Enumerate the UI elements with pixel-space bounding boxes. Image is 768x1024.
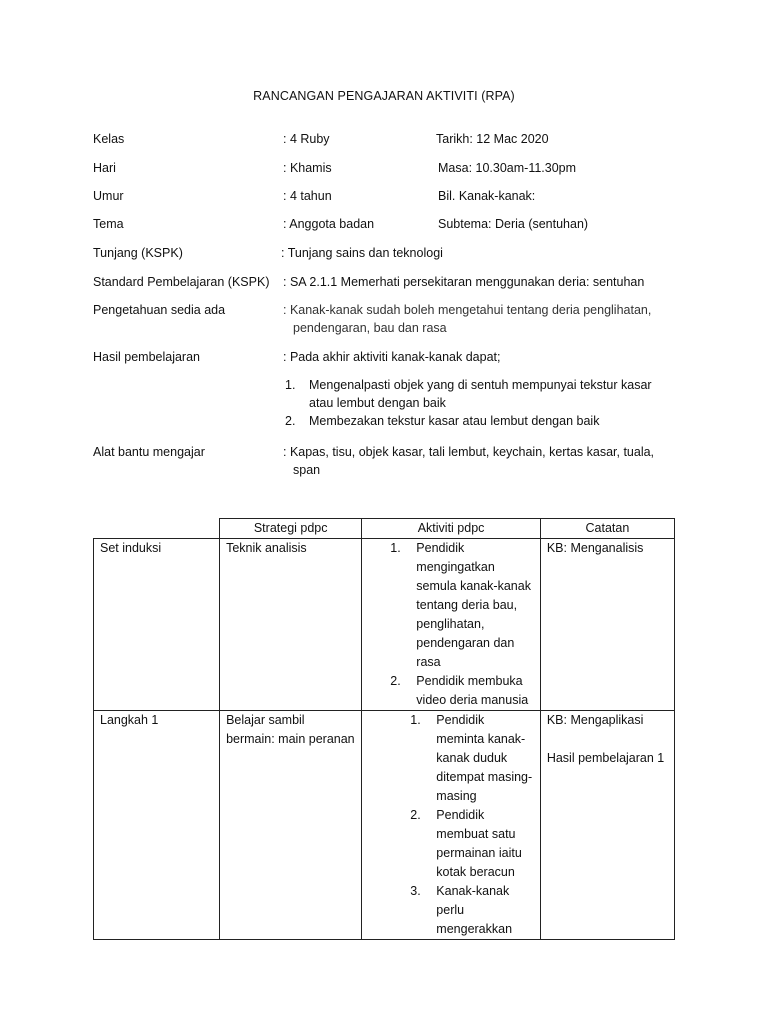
notes-text: KB: Mengaplikasi <box>546 713 644 727</box>
field-value: : Khamis <box>283 161 332 175</box>
list-text: Pendidik meminta kanak-kanak duduk ditempat masing-masing <box>436 713 533 803</box>
list-item <box>410 882 534 939</box>
list-number: 1. <box>410 713 421 727</box>
outcome-item <box>285 376 685 412</box>
list-item <box>410 806 534 882</box>
field-value-continued: pendengaran, bau dan rasa <box>293 321 447 335</box>
field-label: Tunjang (KSPK) <box>93 246 183 260</box>
activity-list <box>410 711 534 939</box>
outcome-item <box>285 412 685 430</box>
notes-text: KB: Menganalisis <box>546 541 644 555</box>
outcome-text: Mengenalpasti objek yang di sentuh mempunyai tekstur kasar <box>309 378 652 392</box>
field-value-continued: span <box>293 463 321 477</box>
table-header-strategy: Strategi pdpc <box>220 519 362 539</box>
field-value: : Anggota badan <box>283 217 375 231</box>
notes-cell <box>540 711 674 940</box>
document-title: RANCANGAN PENGAJARAN AKTIVITI (RPA) <box>253 89 515 103</box>
list-text: Pendidik mengingatkan semula kanak-kanak tentang deria bau, penglihatan, pendengaran dan rasa <box>416 541 531 669</box>
table-row <box>94 711 675 940</box>
activity-list <box>390 539 534 710</box>
table-header-activity: Aktiviti pdpc <box>362 519 541 539</box>
field-value: : 4 Ruby <box>283 132 330 146</box>
list-text: Kanak-kanak perlu mengerakkan <box>436 884 513 936</box>
notes-text-secondary: Hasil pembelajaran 1 <box>546 751 665 765</box>
field-value: : SA 2.1.1 Memerhati persekitaran menggunakan deria: sentuhan <box>283 275 645 289</box>
strategy-cell: Teknik analisis <box>220 539 362 711</box>
field-extra: Subtema: Deria (sentuhan) <box>438 217 589 231</box>
field-label: Tema <box>93 217 124 231</box>
outcome-text: Membezakan tekstur kasar atau lembut dengan baik <box>309 414 600 428</box>
field-value: : 4 tahun <box>283 189 332 203</box>
field-extra: Masa: 10.30am-11.30pm <box>438 161 577 175</box>
field-value: : Kanak-kanak sudah boleh mengetahui tentang deria penglihatan, <box>283 303 652 317</box>
outcome-number: 1. <box>285 378 296 392</box>
lesson-plan-table <box>93 518 675 940</box>
list-number: 2. <box>410 808 421 822</box>
field-extra: Bil. Kanak-kanak: <box>438 189 536 203</box>
table-header-empty <box>94 519 220 539</box>
list-item <box>390 539 534 672</box>
list-text: Pendidik membuka video deria manusia <box>416 674 529 707</box>
activity-cell <box>362 539 541 711</box>
table-header-notes: Catatan <box>540 519 674 539</box>
outcome-number: 2. <box>285 414 296 428</box>
list-text: Pendidik membuat satu permainan iaitu kotak beracun <box>436 808 522 879</box>
field-value: : Kapas, tisu, objek kasar, tali lembut, keychain, kertas kasar, tuala, <box>283 445 655 459</box>
field-label: Hasil pembelajaran <box>93 350 201 364</box>
list-number: 3. <box>410 884 421 898</box>
notes-cell <box>540 539 674 711</box>
strategy-cell: Belajar sambil bermain: main peranan <box>220 711 362 940</box>
field-label: Umur <box>93 189 124 203</box>
table-header-row <box>94 519 675 539</box>
step-cell: Set induksi <box>94 539 220 711</box>
field-value: : Tunjang sains dan teknologi <box>281 246 443 260</box>
list-number: 2. <box>390 674 401 688</box>
list-item <box>390 672 534 710</box>
learning-outcomes-list <box>285 376 685 430</box>
field-label: Hari <box>93 161 116 175</box>
field-label: Pengetahuan sedia ada <box>93 303 226 317</box>
table-row <box>94 539 675 711</box>
field-label: Standard Pembelajaran (KSPK) <box>93 275 270 289</box>
activity-cell <box>362 711 541 940</box>
step-cell: Langkah 1 <box>94 711 220 940</box>
field-label: Alat bantu mengajar <box>93 445 205 459</box>
list-number: 1. <box>390 541 401 555</box>
field-extra: Tarikh: 12 Mac 2020 <box>436 132 549 146</box>
list-item <box>410 711 534 806</box>
field-value: : Pada akhir aktiviti kanak-kanak dapat; <box>283 350 501 364</box>
field-label: Kelas <box>93 132 125 146</box>
outcome-text-continued: atau lembut dengan baik <box>309 396 446 410</box>
